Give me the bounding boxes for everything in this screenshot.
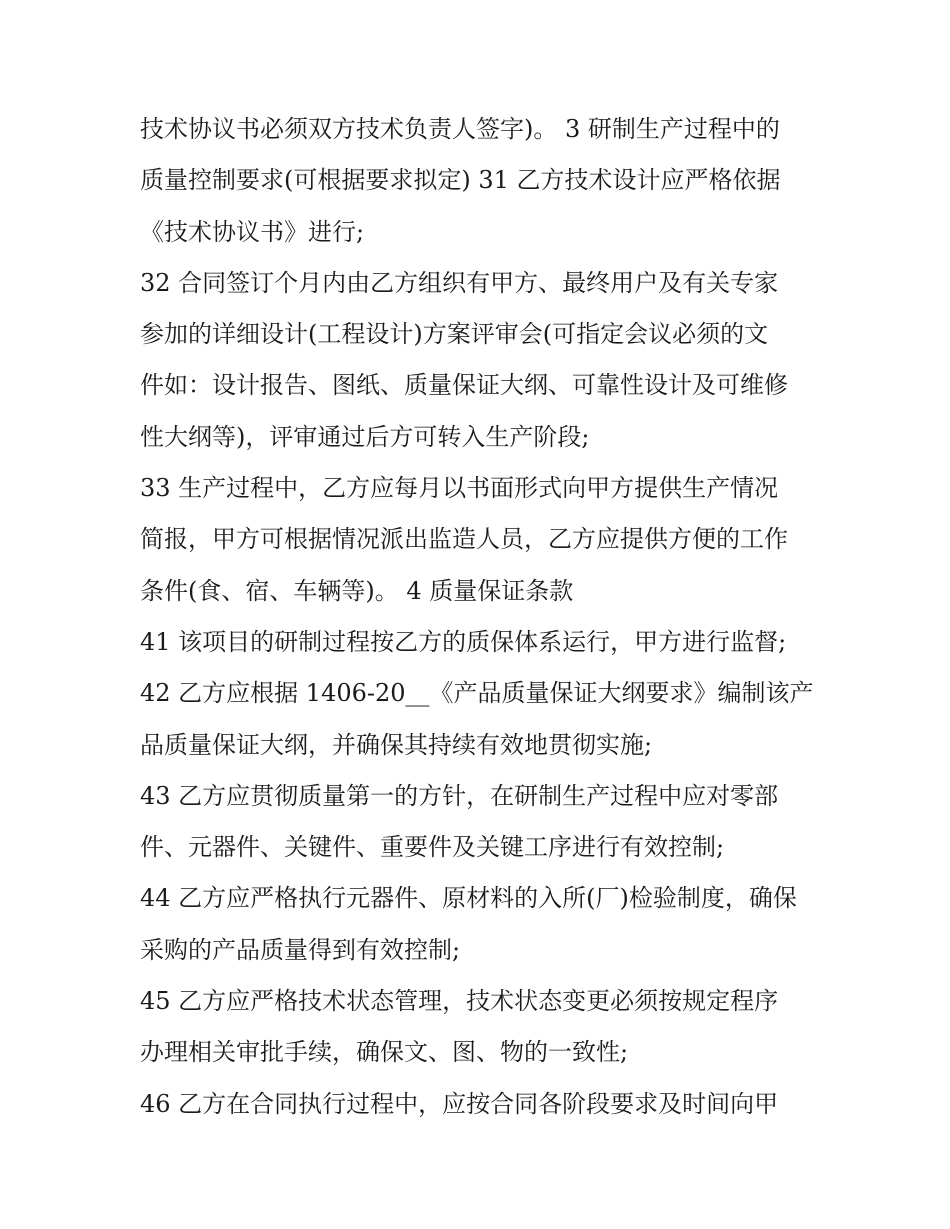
text-line: 45 乙方应严格技术状态管理，技术状态变更必须按规定程序	[140, 987, 779, 1016]
text-line: 42 乙方应根据 1406-20__《产品质量保证大纲要求》编制该产	[140, 679, 814, 708]
text-line: 采购的产品质量得到有效控制;	[140, 935, 461, 964]
text-line: 办理相关审批手续，确保文、图、物的一致性;	[140, 1038, 629, 1067]
text-line: 41 该项目的研制过程按乙方的质保体系运行，甲方进行监督;	[140, 627, 787, 656]
text-line: 品质量保证大纲，并确保其持续有效地贯彻实施;	[140, 730, 653, 759]
text-line: 32 合同签订个月内由乙方组织有甲方、最终用户及有关专家	[140, 268, 779, 297]
contract-body-text	[140, 104, 830, 1130]
text-line: 件如：设计报告、图纸、质量保证大纲、可靠性设计及可维修	[140, 371, 788, 400]
text-line: 件、元器件、关键件、重要件及关键工序进行有效控制;	[140, 833, 725, 862]
text-line: 《技术协议书》进行;	[140, 217, 365, 246]
text-line: 简报，甲方可根据情况派出监造人员，乙方应提供方便的工作	[140, 525, 788, 554]
text-line: 33 生产过程中，乙方应每月以书面形式向甲方提供生产情况	[140, 474, 779, 503]
text-line: 44 乙方应严格执行元器件、原材料的入所(厂)检验制度，确保	[140, 884, 797, 913]
text-line: 46 乙方在合同执行过程中，应按合同各阶段要求及时间向甲	[140, 1089, 779, 1118]
text-line: 性大纲等)，评审通过后方可转入生产阶段;	[140, 422, 590, 451]
text-line: 43 乙方应贯彻质量第一的方针，在研制生产过程中应对零部	[140, 781, 779, 810]
text-line: 技术协议书必须双方技术负责人签字)。 3 研制生产过程中的	[140, 115, 780, 143]
text-line: 质量控制要求(可根据要求拟定) 31 乙方技术设计应严格依据	[140, 166, 781, 195]
text-line: 参加的详细设计(工程设计)方案评审会(可指定会议必须的文	[140, 320, 769, 349]
text-line: 条件(食、宿、车辆等)。 4 质量保证条款	[140, 576, 574, 605]
